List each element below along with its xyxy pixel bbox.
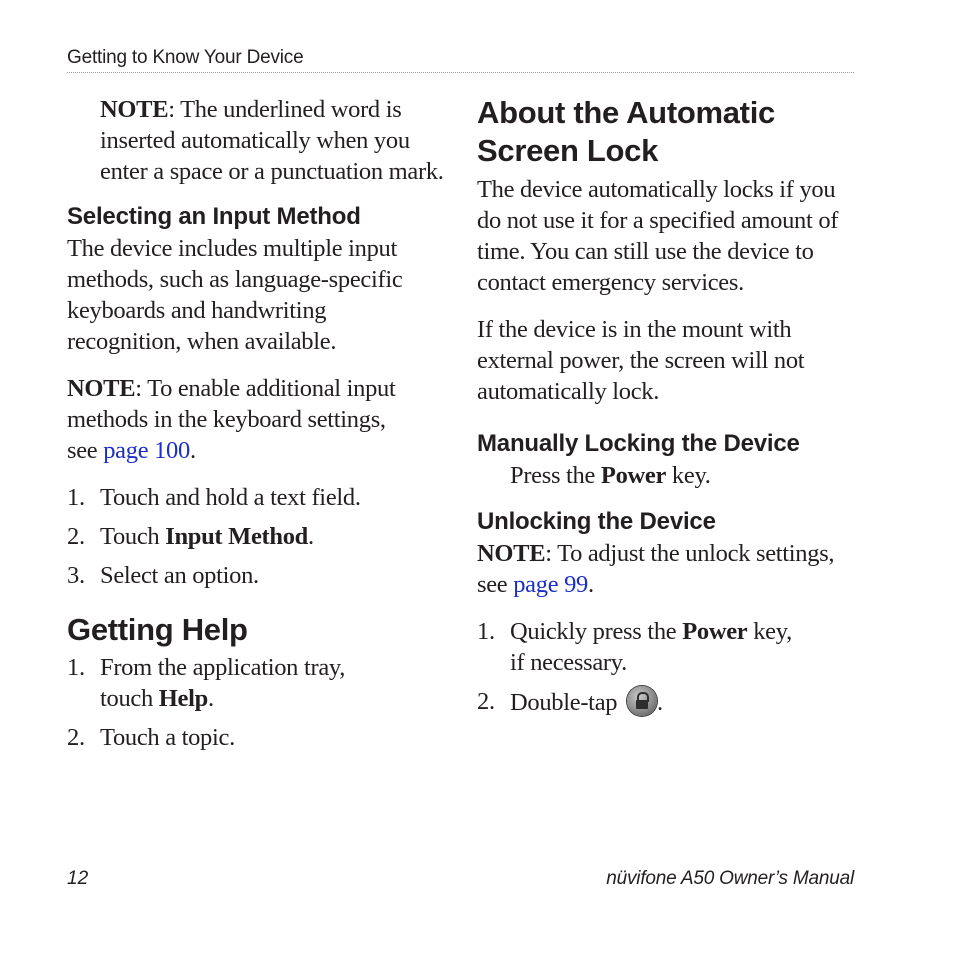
list-item: 1. Touch and hold a text field.	[67, 484, 361, 511]
manual-lock-instruction: Press the Power key.	[510, 462, 711, 489]
getting-help-heading: Getting Help	[67, 612, 248, 647]
help-steps	[67, 652, 457, 753]
page-99-link[interactable]: page 99	[513, 571, 588, 598]
screen-lock-body: The device automatically locks if you do not use it for a specified amount of time. You can still use the device to contact emergency services.	[477, 176, 839, 296]
note-label: NOTE	[100, 96, 169, 123]
unlock-note: NOTE: To adjust the unlock settings, see page 99.	[477, 540, 835, 598]
note-text: : To enable additional input methods in the keyboard settings, see	[67, 375, 396, 464]
screen-lock-mount-note: If the device is in the mount with external power, the screen will not automatically lock.	[477, 316, 805, 405]
page-100-link[interactable]: page 100	[103, 437, 190, 464]
list-item: 1. From the application tray, touch Help.	[67, 654, 346, 712]
input-method-note: NOTE: To enable additional input methods in the keyboard settings, see page 100.	[67, 375, 396, 464]
input-method-term: Input Method	[165, 523, 308, 550]
right-column	[477, 94, 857, 718]
power-key-term: Power	[600, 462, 667, 489]
unlock-steps	[477, 616, 857, 718]
note-label: NOTE	[67, 375, 136, 402]
note-text: : The underlined word is inserted automatically when you enter a space or a punctuation mark.	[100, 96, 444, 185]
note-underlined-word	[67, 94, 460, 187]
help-term: Help	[158, 685, 208, 712]
list-item: 2. Double-tap .	[477, 688, 663, 716]
page-number: 12	[67, 868, 89, 889]
list-item: 2. Touch a topic.	[67, 724, 235, 751]
manual-lock-heading: Manually Locking the Device	[477, 430, 800, 457]
manual-title: nüvifone A50 Owner’s Manual	[606, 868, 854, 889]
left-column	[67, 94, 457, 753]
list-item: 1. Quickly press the Power key, if necessary.	[477, 618, 792, 676]
lock-icon	[627, 686, 657, 716]
list-item: 3. Select an option.	[67, 562, 259, 589]
input-method-steps	[67, 482, 457, 591]
list-item: 2. Touch Input Method.	[67, 523, 314, 550]
screen-lock-heading: About the Automatic Screen Lock	[477, 95, 775, 168]
note-label: NOTE	[477, 540, 546, 567]
unlock-heading: Unlocking the Device	[477, 508, 716, 535]
input-method-heading: Selecting an Input Method	[67, 203, 361, 230]
running-header: Getting to Know Your Device	[67, 47, 304, 68]
header-divider	[67, 72, 854, 73]
input-method-body: The device includes multiple input methods, such as language-specific keyboards and handwriting recognition, when available.	[67, 235, 403, 355]
power-key-term: Power	[682, 618, 748, 645]
